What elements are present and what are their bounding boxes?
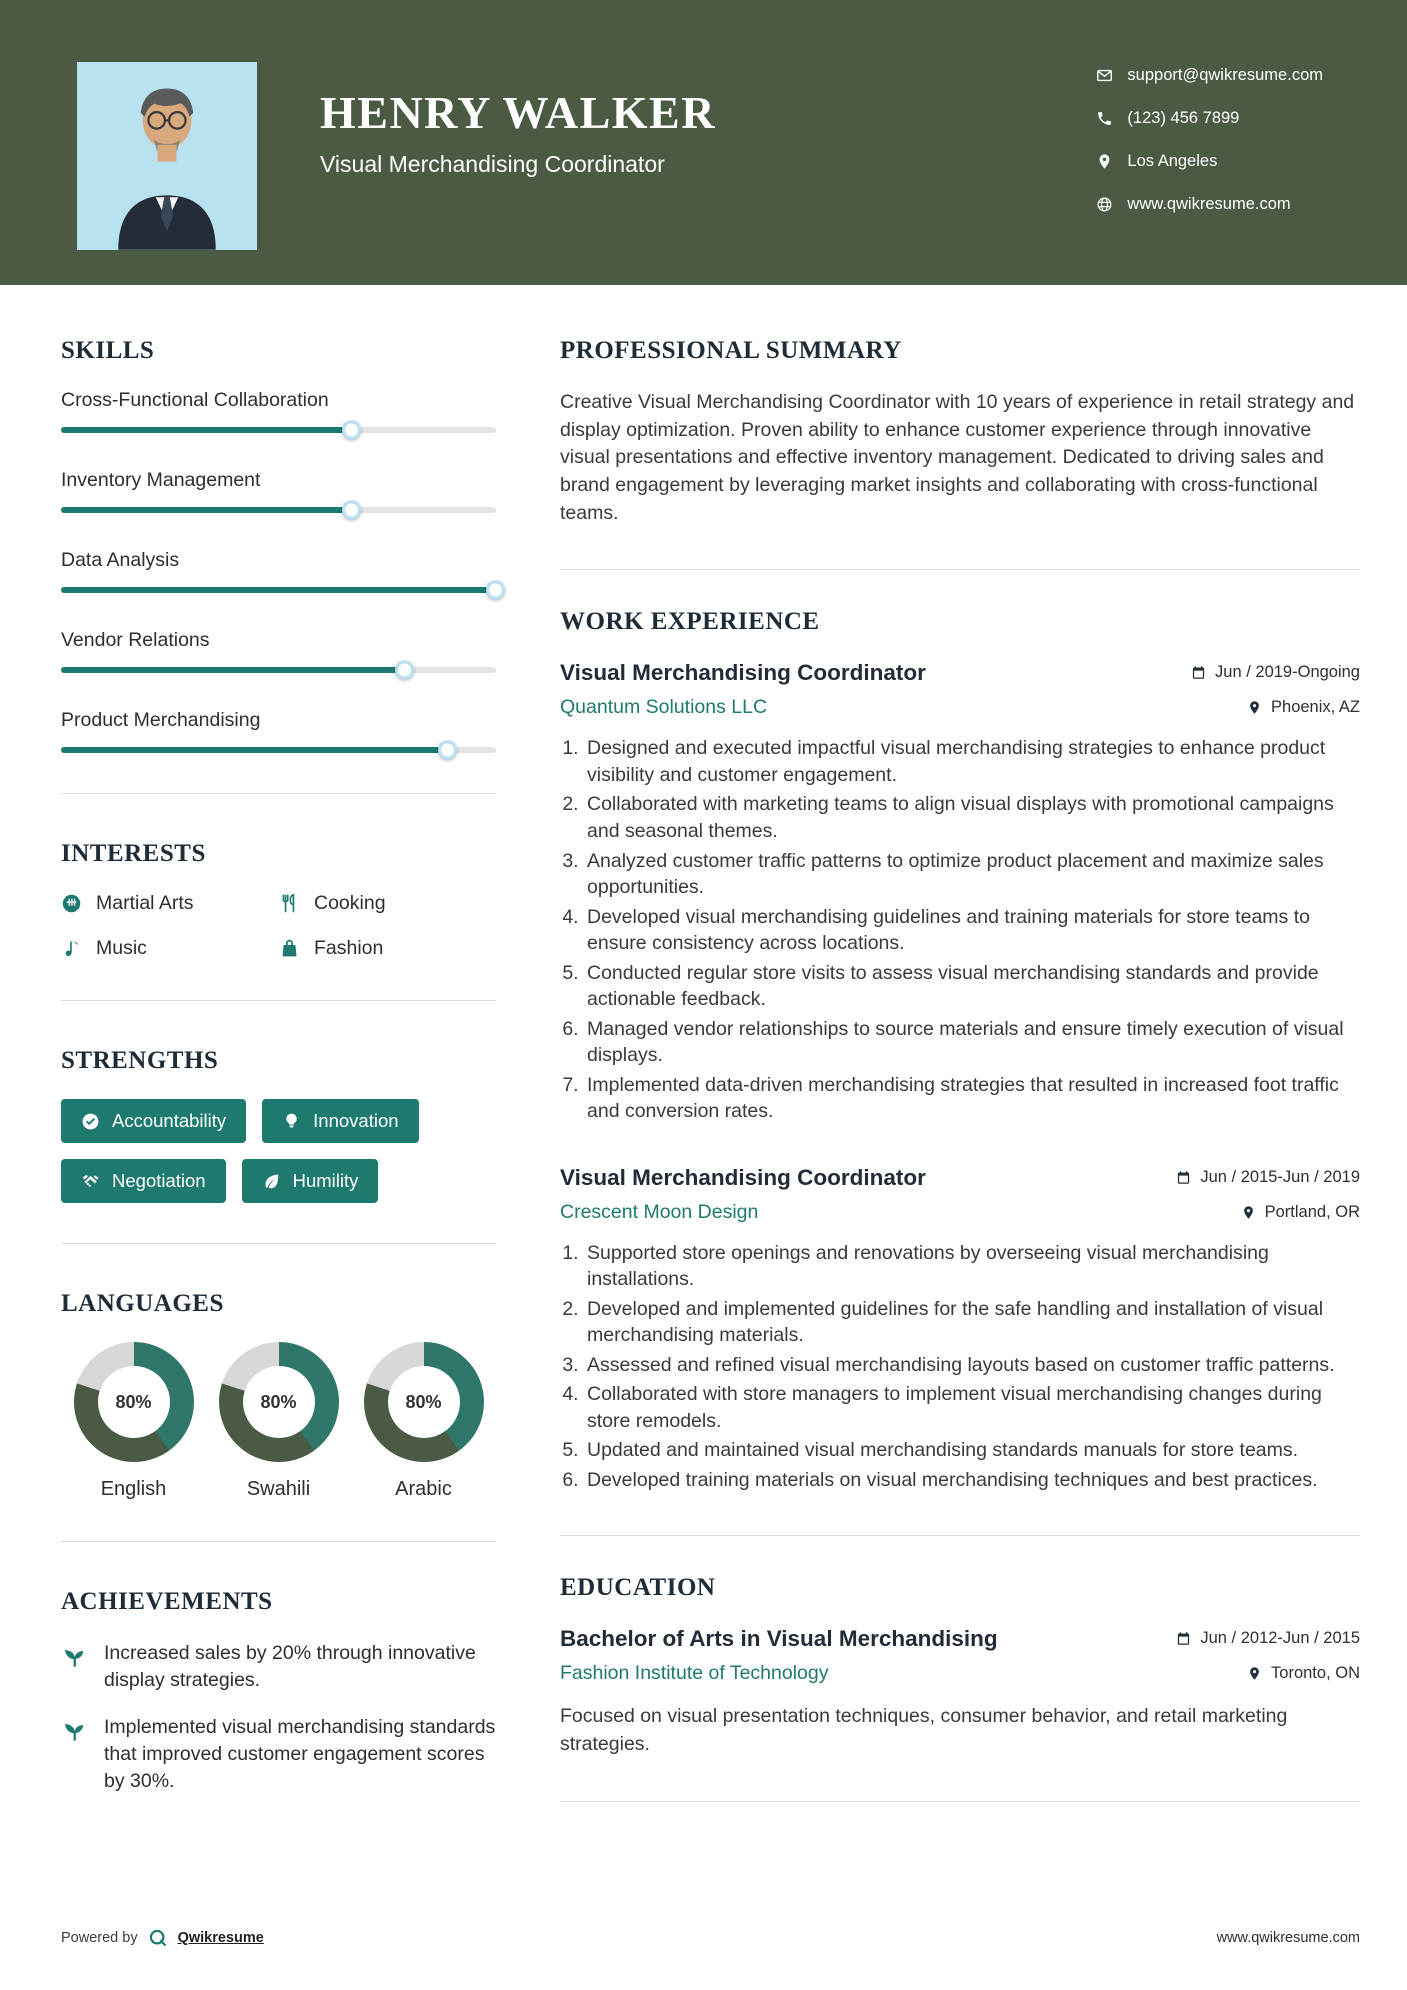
job-entry: [560, 1165, 1360, 1494]
strengths-section: [61, 1047, 496, 1203]
job-company: Crescent Moon Design: [560, 1200, 759, 1223]
language-item: [351, 1342, 496, 1501]
cooking-icon: [279, 893, 300, 914]
interest-label: Fashion: [314, 937, 384, 959]
skill-item: [61, 389, 496, 433]
experience-section: [560, 608, 1360, 1493]
profile-photo: [77, 62, 257, 250]
pin-icon: [1247, 1666, 1262, 1681]
job-location-text: Portland, OR: [1264, 1202, 1360, 1221]
skill-item: [61, 629, 496, 673]
job-entry: [560, 660, 1360, 1124]
skill-slider: [61, 427, 496, 433]
strength-label: Humility: [292, 1170, 359, 1191]
language-label: Swahili: [246, 1478, 311, 1500]
powered-by-label: Powered by: [61, 1930, 138, 1946]
skill-slider: [61, 587, 496, 593]
interests-heading: INTERESTS: [61, 840, 206, 867]
contact-item[interactable]: [1096, 152, 1323, 171]
school-name: Fashion Institute of Technology: [560, 1662, 829, 1685]
skill-slider-handle: [342, 421, 361, 440]
section-divider: [560, 1801, 1360, 1802]
interest-item: [61, 937, 279, 960]
skill-slider-handle: [438, 741, 457, 760]
language-label: English: [100, 1478, 167, 1500]
section-divider: [61, 1243, 496, 1244]
job-bullet: 4. Collaborated with store managers to implement visual merchandising changes during store remodels.: [584, 1381, 1360, 1434]
calendar-icon: [1176, 1631, 1191, 1646]
phone-icon: [1096, 110, 1113, 127]
bulb-icon: [282, 1112, 301, 1131]
interest-item: [279, 937, 496, 960]
qwikresume-link[interactable]: Qwikresume: [177, 1930, 264, 1946]
interest-label: Martial Arts: [96, 892, 194, 914]
interests-section: [61, 840, 496, 960]
education-section: [560, 1574, 1360, 1758]
skill-item: [61, 549, 496, 593]
section-divider: [61, 1000, 496, 1001]
job-bullet: 6. Managed vendor relationships to source materials and ensure timely execution of visual displays.: [584, 1016, 1360, 1069]
achievements-section: [61, 1588, 496, 1795]
education-dates: [1176, 1629, 1360, 1648]
martial-arts-icon: [61, 893, 82, 914]
music-icon: [61, 938, 82, 959]
contact-list: [1096, 62, 1323, 238]
pin-icon: [1247, 700, 1262, 715]
strengths-list: [61, 1099, 496, 1203]
language-percent: 80%: [388, 1366, 460, 1438]
job-location-text: Phoenix, AZ: [1271, 698, 1360, 717]
contact-text: support@qwikresume.com: [1127, 66, 1323, 84]
language-item: [206, 1342, 351, 1501]
language-percent: 80%: [98, 1366, 170, 1438]
education-subheader: [560, 1662, 1360, 1685]
education-dates-text: Jun / 2012-Jun / 2015: [1200, 1629, 1360, 1648]
achievement-item: [61, 1714, 496, 1795]
section-divider: [61, 793, 496, 794]
strength-label: Negotiation: [112, 1170, 206, 1191]
growth-icon: [61, 1717, 88, 1744]
job-dates-text: Jun / 2019-Ongoing: [1215, 663, 1360, 682]
skill-slider-fill: [61, 747, 448, 753]
skill-slider-fill: [61, 587, 496, 593]
interest-label: Music: [96, 937, 147, 959]
strength-label: Innovation: [313, 1110, 399, 1131]
languages-list: [61, 1342, 496, 1501]
job-dates: [1191, 663, 1360, 682]
job-location: [1241, 1203, 1360, 1222]
check-icon: [81, 1112, 100, 1131]
achievement-text: Implemented visual merchandising standards that improved customer engagement scores by 30%.: [104, 1715, 496, 1792]
education-heading: EDUCATION: [560, 1574, 716, 1602]
job-bullet: 5. Conducted regular store visits to assess visual merchandising standards and provide actionable feedback.: [584, 960, 1360, 1013]
main-column: [560, 337, 1360, 1840]
skill-slider-handle: [395, 661, 414, 680]
achievement-item: [61, 1640, 496, 1694]
skills-list: [61, 389, 496, 753]
job-subheader: [560, 1201, 1360, 1224]
strength-badge: [61, 1159, 226, 1203]
contact-text: (123) 456 7899: [1127, 109, 1240, 127]
education-location-text: Toronto, ON: [1271, 1664, 1360, 1683]
location-icon: [1096, 153, 1113, 170]
photo-illustration: [77, 62, 257, 250]
language-donut: [219, 1342, 339, 1462]
handshake-icon: [81, 1172, 100, 1191]
candidate-name: HENRY WALKER: [320, 87, 716, 138]
pin-icon: [1241, 1205, 1256, 1220]
job-header: [560, 1165, 1360, 1191]
skill-slider-handle: [486, 581, 505, 600]
strength-badge: [262, 1099, 418, 1143]
leaf-icon: [262, 1172, 281, 1191]
experience-heading: WORK EXPERIENCE: [560, 608, 820, 636]
strengths-heading: STRENGTHS: [61, 1047, 219, 1074]
section-divider: [61, 1541, 496, 1542]
contact-item[interactable]: [1096, 66, 1323, 85]
job-title: Visual Merchandising Coordinator: [560, 1164, 926, 1190]
job-subheader: [560, 696, 1360, 719]
skill-label: Inventory Management: [61, 469, 261, 491]
job-bullet: 1. Supported store openings and renovations by overseeing visual merchandising installations.: [584, 1240, 1360, 1293]
job-bullet-list: [560, 1240, 1360, 1494]
job-header: [560, 660, 1360, 686]
skill-slider-fill: [61, 427, 352, 433]
name-block: [320, 62, 716, 178]
section-divider: [560, 1535, 1360, 1536]
strength-label: Accountability: [112, 1110, 227, 1131]
strength-badge: [242, 1159, 379, 1203]
skill-slider: [61, 507, 496, 513]
contact-item[interactable]: [1096, 195, 1323, 214]
education-description: Focused on visual presentation techniques, consumer behavior, and retail marketing strategies.: [560, 1705, 1288, 1755]
interest-item: [61, 892, 279, 915]
job-dates: [1176, 1168, 1360, 1187]
globe-icon: [1096, 196, 1113, 213]
language-percent: 80%: [243, 1366, 315, 1438]
job-title: Visual Merchandising Coordinator: [560, 660, 926, 686]
languages-section: [61, 1290, 496, 1501]
skills-heading: SKILLS: [61, 337, 155, 364]
achievements-list: [61, 1640, 496, 1795]
skill-label: Vendor Relations: [61, 629, 210, 651]
skill-label: Product Merchandising: [61, 709, 261, 731]
skills-section: [61, 337, 496, 753]
resume-body: [0, 337, 1407, 1840]
summary-text: Creative Visual Merchandising Coordinator with 10 years of experience in retail strategy and display optimization. Proven ability to enhance customer experience through innovative visual presentations and effective inventory management. Dedicated to driving sales and brand engagement by leveraging market insights and collaborating with cross-functional teams.: [560, 391, 1355, 524]
interest-label: Cooking: [314, 892, 386, 914]
job-bullet-list: [560, 735, 1360, 1124]
job-bullet: 2. Developed and implemented guidelines for the safe handling and installation of visual merchandising materials.: [584, 1296, 1360, 1349]
education-location: [1247, 1664, 1360, 1683]
contact-text: www.qwikresume.com: [1127, 195, 1291, 213]
interests-list: [61, 892, 496, 960]
jobs-list: [560, 660, 1360, 1493]
job-bullet: 4. Developed visual merchandising guidelines and training materials for store teams to ensure consistency across locations.: [584, 904, 1360, 957]
skill-slider-fill: [61, 667, 405, 673]
job-bullet: 3. Analyzed customer traffic patterns to optimize product placement and maximize sales opportunities.: [584, 848, 1360, 901]
job-bullet: 5. Updated and maintained visual merchandising standards manuals for store teams.: [584, 1437, 1360, 1464]
calendar-icon: [1191, 665, 1206, 680]
summary-heading: PROFESSIONAL SUMMARY: [560, 337, 902, 364]
sidebar: [61, 337, 496, 1815]
skill-slider-handle: [342, 501, 361, 520]
strength-badge: [61, 1099, 246, 1143]
job-bullet: 7. Implemented data-driven merchandising strategies that resulted in increased foot traffic and conversion rates.: [584, 1072, 1360, 1125]
q-logo-icon: [148, 1928, 168, 1948]
education-header: [560, 1626, 1360, 1652]
achievement-text: Increased sales by 20% through innovative display strategies.: [104, 1642, 476, 1691]
language-donut: [364, 1342, 484, 1462]
job-location: [1247, 698, 1360, 717]
email-icon: [1096, 67, 1113, 84]
powered-by: [61, 1928, 264, 1948]
job-bullet: 2. Collaborated with marketing teams to align visual displays with promotional campaigns and seasonal themes.: [584, 791, 1360, 844]
skill-label: Cross-Functional Collaboration: [61, 389, 329, 411]
languages-heading: LANGUAGES: [61, 1290, 224, 1317]
contact-item[interactable]: [1096, 109, 1323, 128]
degree-title: Bachelor of Arts in Visual Merchandising: [560, 1626, 998, 1652]
section-divider: [560, 569, 1360, 570]
language-label: Arabic: [395, 1478, 452, 1500]
skill-slider-fill: [61, 507, 352, 513]
candidate-title: Visual Merchandising Coordinator: [320, 151, 665, 177]
language-item: [61, 1342, 206, 1501]
skill-item: [61, 709, 496, 753]
job-bullet: 1. Designed and executed impactful visual merchandising strategies to enhance product visibility and customer engagement.: [584, 735, 1360, 788]
job-bullet: 6. Developed training materials on visual merchandising techniques and best practices.: [584, 1467, 1360, 1494]
skill-slider: [61, 747, 496, 753]
job-company: Quantum Solutions LLC: [560, 696, 768, 719]
calendar-icon: [1176, 1170, 1191, 1185]
footer-site: www.qwikresume.com: [1216, 1930, 1360, 1946]
job-dates-text: Jun / 2015-Jun / 2019: [1200, 1167, 1360, 1186]
skill-item: [61, 469, 496, 513]
fashion-icon: [279, 938, 300, 959]
language-donut: [74, 1342, 194, 1462]
footer: [61, 1928, 1360, 1948]
job-bullet: 3. Assessed and refined visual merchandising layouts based on customer traffic patterns.: [584, 1352, 1360, 1379]
achievements-heading: ACHIEVEMENTS: [61, 1588, 273, 1615]
contact-text: Los Angeles: [1127, 152, 1218, 170]
growth-icon: [61, 1643, 88, 1670]
interest-item: [279, 892, 496, 915]
skill-slider: [61, 667, 496, 673]
summary-section: [560, 337, 1360, 527]
resume-header: [0, 0, 1407, 285]
skill-label: Data Analysis: [61, 549, 180, 571]
